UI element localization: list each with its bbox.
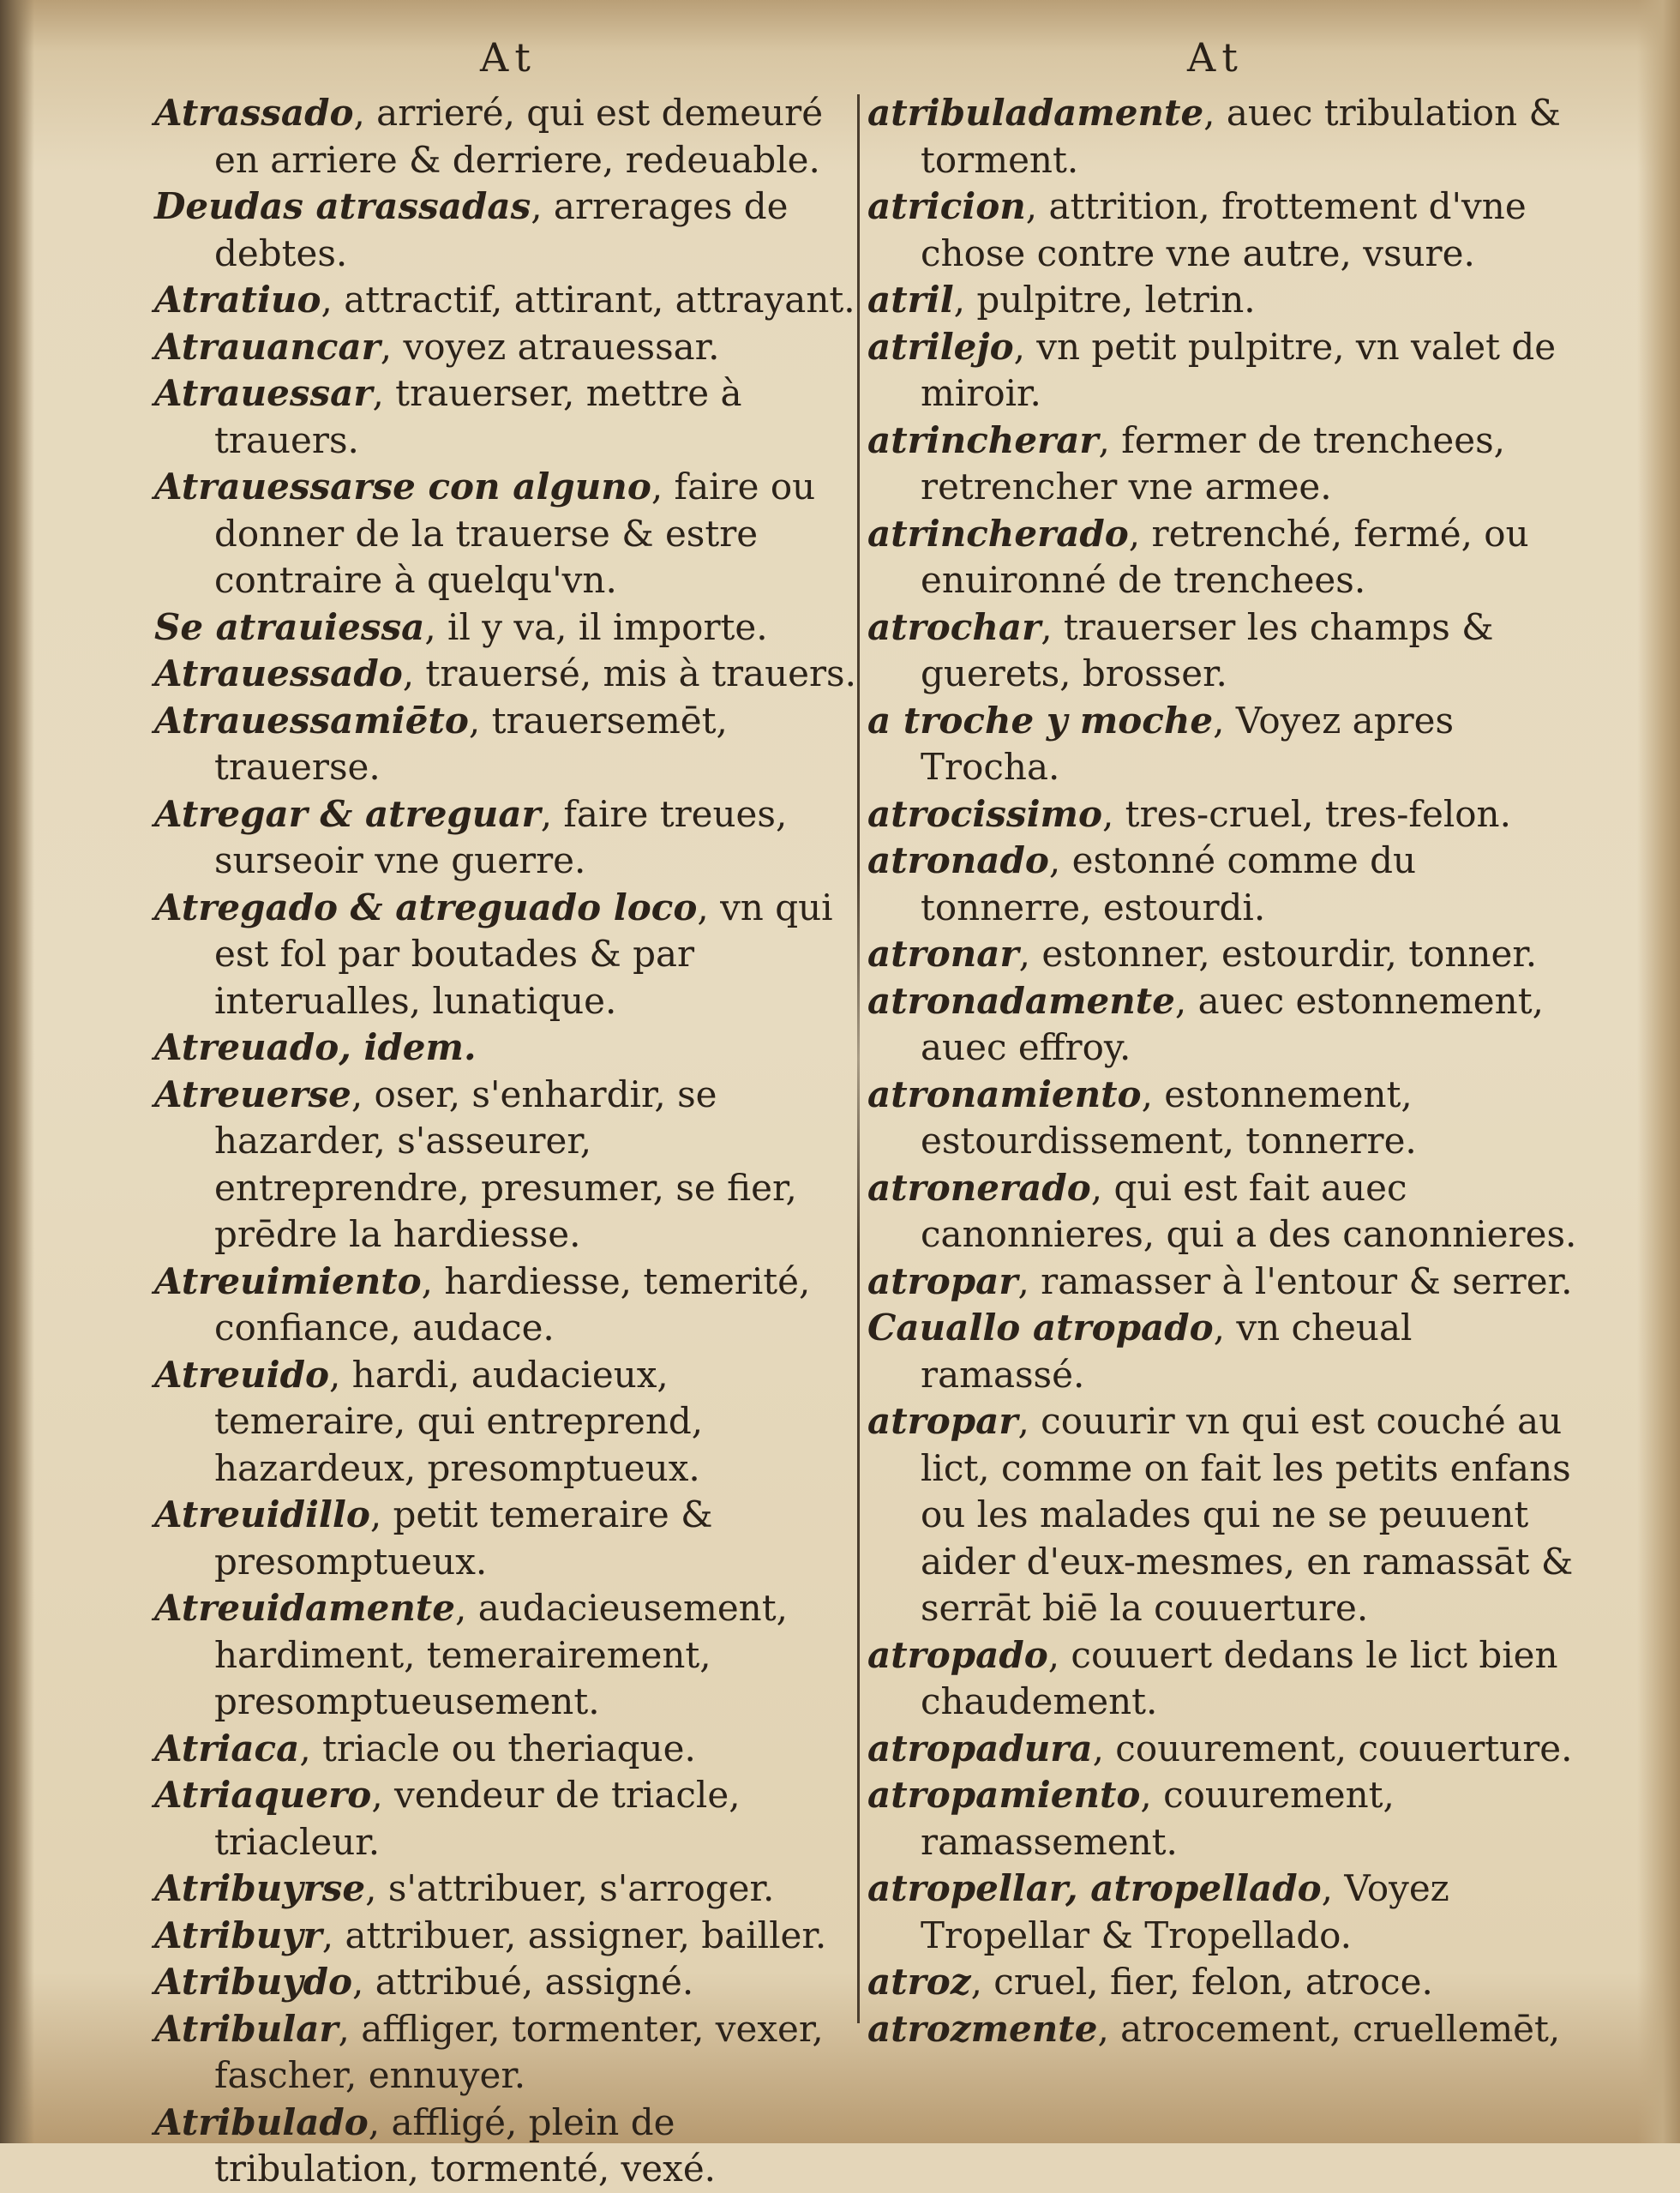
dictionary-entry bbox=[154, 1866, 857, 1913]
entry-headword: atrincherado bbox=[867, 512, 1129, 555]
entry-headword: Atrauessamiēto bbox=[154, 699, 469, 742]
dictionary-entry bbox=[154, 324, 857, 371]
dictionary-entry bbox=[867, 90, 1579, 183]
dictionary-entry bbox=[154, 791, 857, 885]
dictionary-entry bbox=[154, 2100, 857, 2193]
entry-definition: , trauersemēt, trauerse. bbox=[214, 699, 728, 788]
entry-definition: , attractif, attirant, attrayant. bbox=[321, 279, 855, 321]
entry-headword: Atriaca bbox=[154, 1727, 300, 1769]
entry-definition: , attrition, frottement d'vne chose contre vne autre, vsure. bbox=[921, 185, 1527, 274]
entry-definition: , Voyez apres Trocha. bbox=[921, 699, 1455, 788]
entry-headword: Cauallo atropado bbox=[867, 1307, 1214, 1349]
dictionary-entry bbox=[154, 604, 857, 652]
entry-headword: Atreuado, idem. bbox=[154, 1026, 477, 1068]
entry-definition: , vn qui est fol par boutades & par interualles, lunatique. bbox=[214, 886, 833, 1022]
entry-headword: Atribuydo bbox=[154, 1961, 353, 2003]
entry-definition: , couurir vn qui est couché au lict, comme on fait les petits enfans ou les malades qui ne se peuuent aider d'eux-mesmes, en ramassāt & serrāt biē la couuerture. bbox=[921, 1400, 1574, 1629]
entry-headword: atronamiento bbox=[867, 1072, 1142, 1115]
entry-definition: , tres-cruel, tres-felon. bbox=[1101, 792, 1511, 835]
dictionary-entry bbox=[154, 90, 857, 183]
dictionary-entry bbox=[867, 324, 1579, 418]
entry-definition: , arrieré, qui est demeuré en arriere & derriere, redeuable. bbox=[214, 92, 824, 181]
entry-headword: Atribular bbox=[154, 2007, 339, 2050]
entry-headword: Atreuidamente bbox=[154, 1587, 455, 1629]
entry-definition: , couurement, couuerture. bbox=[1092, 1727, 1573, 1769]
dictionary-entry bbox=[867, 1398, 1579, 1632]
entry-definition: , voyez atrauessar. bbox=[380, 325, 720, 368]
dictionary-entry bbox=[867, 1259, 1579, 1306]
entry-definition: , retrenché, fermé, ou enuironné de trenchees. bbox=[921, 512, 1529, 601]
entry-headword: Atreuidillo bbox=[154, 1493, 370, 1535]
entry-headword: atropamiento bbox=[867, 1774, 1141, 1816]
dictionary-entry bbox=[867, 978, 1579, 1072]
entry-definition: , faire treues, surseoir vne guerre. bbox=[214, 792, 788, 881]
entry-headword: Atrauancar bbox=[154, 325, 381, 368]
dictionary-entry bbox=[867, 838, 1579, 931]
entry-headword: Atribuyr bbox=[154, 1914, 322, 1956]
entry-definition: , Voyez Tropellar & Tropellado. bbox=[921, 1867, 1449, 1956]
entry-headword: Atreuimiento bbox=[154, 1259, 422, 1302]
entry-definition: , attribué, assigné. bbox=[352, 1961, 694, 2003]
entry-headword: atropar bbox=[867, 1400, 1018, 1442]
dictionary-entry bbox=[867, 1165, 1579, 1259]
entry-headword: Atrassado bbox=[154, 92, 354, 134]
entry-headword: atropadura bbox=[867, 1727, 1093, 1769]
entry-definition: , fermer de trenchees, retrencher vne armee. bbox=[921, 418, 1505, 508]
entry-headword: atrincherar bbox=[867, 418, 1099, 461]
entry-headword: Atriaquero bbox=[154, 1774, 372, 1816]
entry-headword: a troche y moche bbox=[867, 699, 1214, 742]
entry-headword: atroz bbox=[867, 1961, 971, 2003]
entry-headword: atropar bbox=[867, 1259, 1018, 1302]
dictionary-entry bbox=[154, 1913, 857, 1960]
dictionary-entry bbox=[867, 418, 1579, 511]
entry-definition: , trauerser les champs & guerets, brosser. bbox=[921, 605, 1494, 694]
entry-definition: , couuert dedans le lict bien chaudement. bbox=[921, 1633, 1558, 1722]
dictionary-entry bbox=[867, 1959, 1579, 2006]
entry-headword: atronar bbox=[867, 933, 1019, 975]
entry-headword: Atratiuo bbox=[154, 279, 321, 321]
dictionary-entry bbox=[154, 1352, 857, 1493]
entry-definition: , estonné comme du tonnerre, estourdi. bbox=[921, 839, 1417, 928]
entry-definition: , petit temeraire & presomptueux. bbox=[214, 1493, 713, 1583]
entry-headword: Atregar & atreguar bbox=[154, 792, 541, 835]
entry-headword: Atreuerse bbox=[154, 1072, 351, 1115]
dictionary-entry bbox=[154, 464, 857, 604]
entry-headword: atrocissimo bbox=[867, 792, 1102, 835]
entry-definition: , triacle ou theriaque. bbox=[299, 1727, 696, 1769]
entry-definition: , trauerser, mettre à trauers. bbox=[214, 372, 742, 461]
column-divider bbox=[857, 94, 860, 2023]
entry-headword: atrochar bbox=[867, 605, 1041, 648]
right-column bbox=[867, 90, 1579, 2052]
dictionary-entry bbox=[867, 1726, 1579, 1773]
entry-headword: atribuladamente bbox=[867, 92, 1204, 134]
dictionary-entry bbox=[154, 1585, 857, 1726]
dictionary-entry bbox=[154, 1959, 857, 2006]
entry-definition: , arrerages de debtes. bbox=[214, 185, 789, 274]
entry-definition: , vendeur de triacle, triacleur. bbox=[214, 1774, 741, 1863]
dictionary-entry bbox=[154, 277, 857, 324]
entry-headword: atronadamente bbox=[867, 979, 1175, 1022]
entry-headword: atrilejo bbox=[867, 325, 1014, 368]
dictionary-entry bbox=[154, 1072, 857, 1259]
entry-definition: , audacieusement, hardiment, temerairement, presomptueusement. bbox=[214, 1587, 788, 1722]
entry-definition: , affligé, plein de tribulation, tormenté, vexé. bbox=[214, 2100, 717, 2190]
dictionary-entry bbox=[867, 2006, 1579, 2053]
entry-headword: atronado bbox=[867, 839, 1049, 881]
dictionary-entry bbox=[867, 511, 1579, 604]
entry-definition: , pulpitre, letrin. bbox=[953, 279, 1256, 321]
dictionary-entry bbox=[867, 1866, 1579, 1959]
entry-definition: , attribuer, assigner, bailler. bbox=[321, 1914, 827, 1956]
entry-headword: atrozmente bbox=[867, 2007, 1098, 2050]
dictionary-entry bbox=[154, 885, 857, 1025]
entry-definition: , hardiesse, temerité, confiance, audace. bbox=[214, 1259, 811, 1349]
entry-definition: , couurement, ramassement. bbox=[921, 1774, 1395, 1863]
dictionary-entry bbox=[867, 183, 1579, 277]
entry-headword: Atribuyrse bbox=[154, 1867, 366, 1909]
entry-definition: , auec estonnement, auec effroy. bbox=[921, 979, 1544, 1068]
entry-headword: atropellar, atropellado bbox=[867, 1867, 1322, 1909]
entry-headword: Se atrauiessa bbox=[154, 605, 425, 648]
dictionary-entry bbox=[867, 604, 1579, 698]
entry-definition: , affliger, tormenter, vexer, fascher, ennuyer. bbox=[214, 2007, 824, 2096]
entry-definition: , faire ou donner de la trauerse & estre contraire à quelqu'vn. bbox=[214, 466, 816, 601]
entry-definition: , trauersé, mis à trauers. bbox=[402, 652, 856, 694]
dictionary-entry bbox=[154, 1259, 857, 1352]
entry-headword: Atrauessar bbox=[154, 372, 373, 414]
left-running-head: At bbox=[480, 34, 537, 81]
dictionary-entry bbox=[867, 1305, 1579, 1398]
entry-definition: , ramasser à l'entour & serrer. bbox=[1017, 1259, 1573, 1302]
dictionary-entry bbox=[154, 370, 857, 464]
entry-definition: , oser, s'enhardir, se hazarder, s'asseurer, entreprendre, presumer, se fier, prēdre la hardiesse. bbox=[214, 1072, 797, 1255]
entry-definition: , estonner, estourdir, tonner. bbox=[1018, 933, 1538, 975]
entry-definition: , atrocement, cruellemēt, bbox=[1097, 2007, 1561, 2050]
dictionary-entry bbox=[867, 1072, 1579, 1165]
entry-definition: , qui est fait auec canonnieres, qui a des canonnieres. bbox=[921, 1166, 1577, 1255]
entry-headword: Atrauessarse con alguno bbox=[154, 466, 651, 508]
dictionary-entry bbox=[867, 1772, 1579, 1866]
dictionary-entry bbox=[867, 791, 1579, 838]
dictionary-entry bbox=[154, 1492, 857, 1585]
dictionary-entry bbox=[154, 2006, 857, 2100]
entry-headword: Atreuido bbox=[154, 1353, 329, 1396]
dictionary-entry bbox=[867, 277, 1579, 324]
entry-definition: , auec tribulation & torment. bbox=[921, 92, 1561, 181]
dictionary-entry bbox=[154, 1726, 857, 1773]
entry-headword: Atrauessado bbox=[154, 652, 403, 694]
entry-headword: Atregado & atreguado loco bbox=[154, 886, 698, 928]
dictionary-entry bbox=[154, 698, 857, 791]
entry-headword: atronerado bbox=[867, 1166, 1091, 1209]
dictionary-entry bbox=[154, 1024, 857, 1072]
entry-definition: , s'attribuer, s'arroger. bbox=[365, 1867, 775, 1909]
entry-definition: , cruel, fier, felon, atroce. bbox=[970, 1961, 1433, 2003]
left-column bbox=[154, 90, 857, 2193]
dictionary-entry bbox=[154, 651, 857, 698]
dictionary-entry bbox=[154, 1772, 857, 1866]
dictionary-entry bbox=[867, 1632, 1579, 1726]
dictionary-entry bbox=[154, 183, 857, 277]
entry-headword: atropado bbox=[867, 1633, 1048, 1676]
right-running-head: At bbox=[1187, 34, 1245, 81]
dictionary-entry bbox=[867, 931, 1579, 978]
entry-definition: , hardi, audacieux, temeraire, qui entreprend, hazardeux, presomptueux. bbox=[214, 1353, 704, 1489]
entry-definition: , vn petit pulpitre, vn valet de miroir. bbox=[921, 325, 1557, 414]
dictionary-entry bbox=[867, 698, 1579, 791]
entry-headword: atricion bbox=[867, 185, 1026, 227]
entry-headword: Atribulado bbox=[154, 2100, 369, 2143]
entry-headword: atril bbox=[867, 279, 954, 321]
entry-headword: Deudas atrassadas bbox=[154, 185, 531, 227]
entry-definition: , vn cheual ramassé. bbox=[921, 1307, 1413, 1396]
entry-definition: , il y va, il importe. bbox=[424, 605, 768, 648]
entry-definition: , estonnement, estourdissement, tonnerre. bbox=[921, 1072, 1417, 1162]
